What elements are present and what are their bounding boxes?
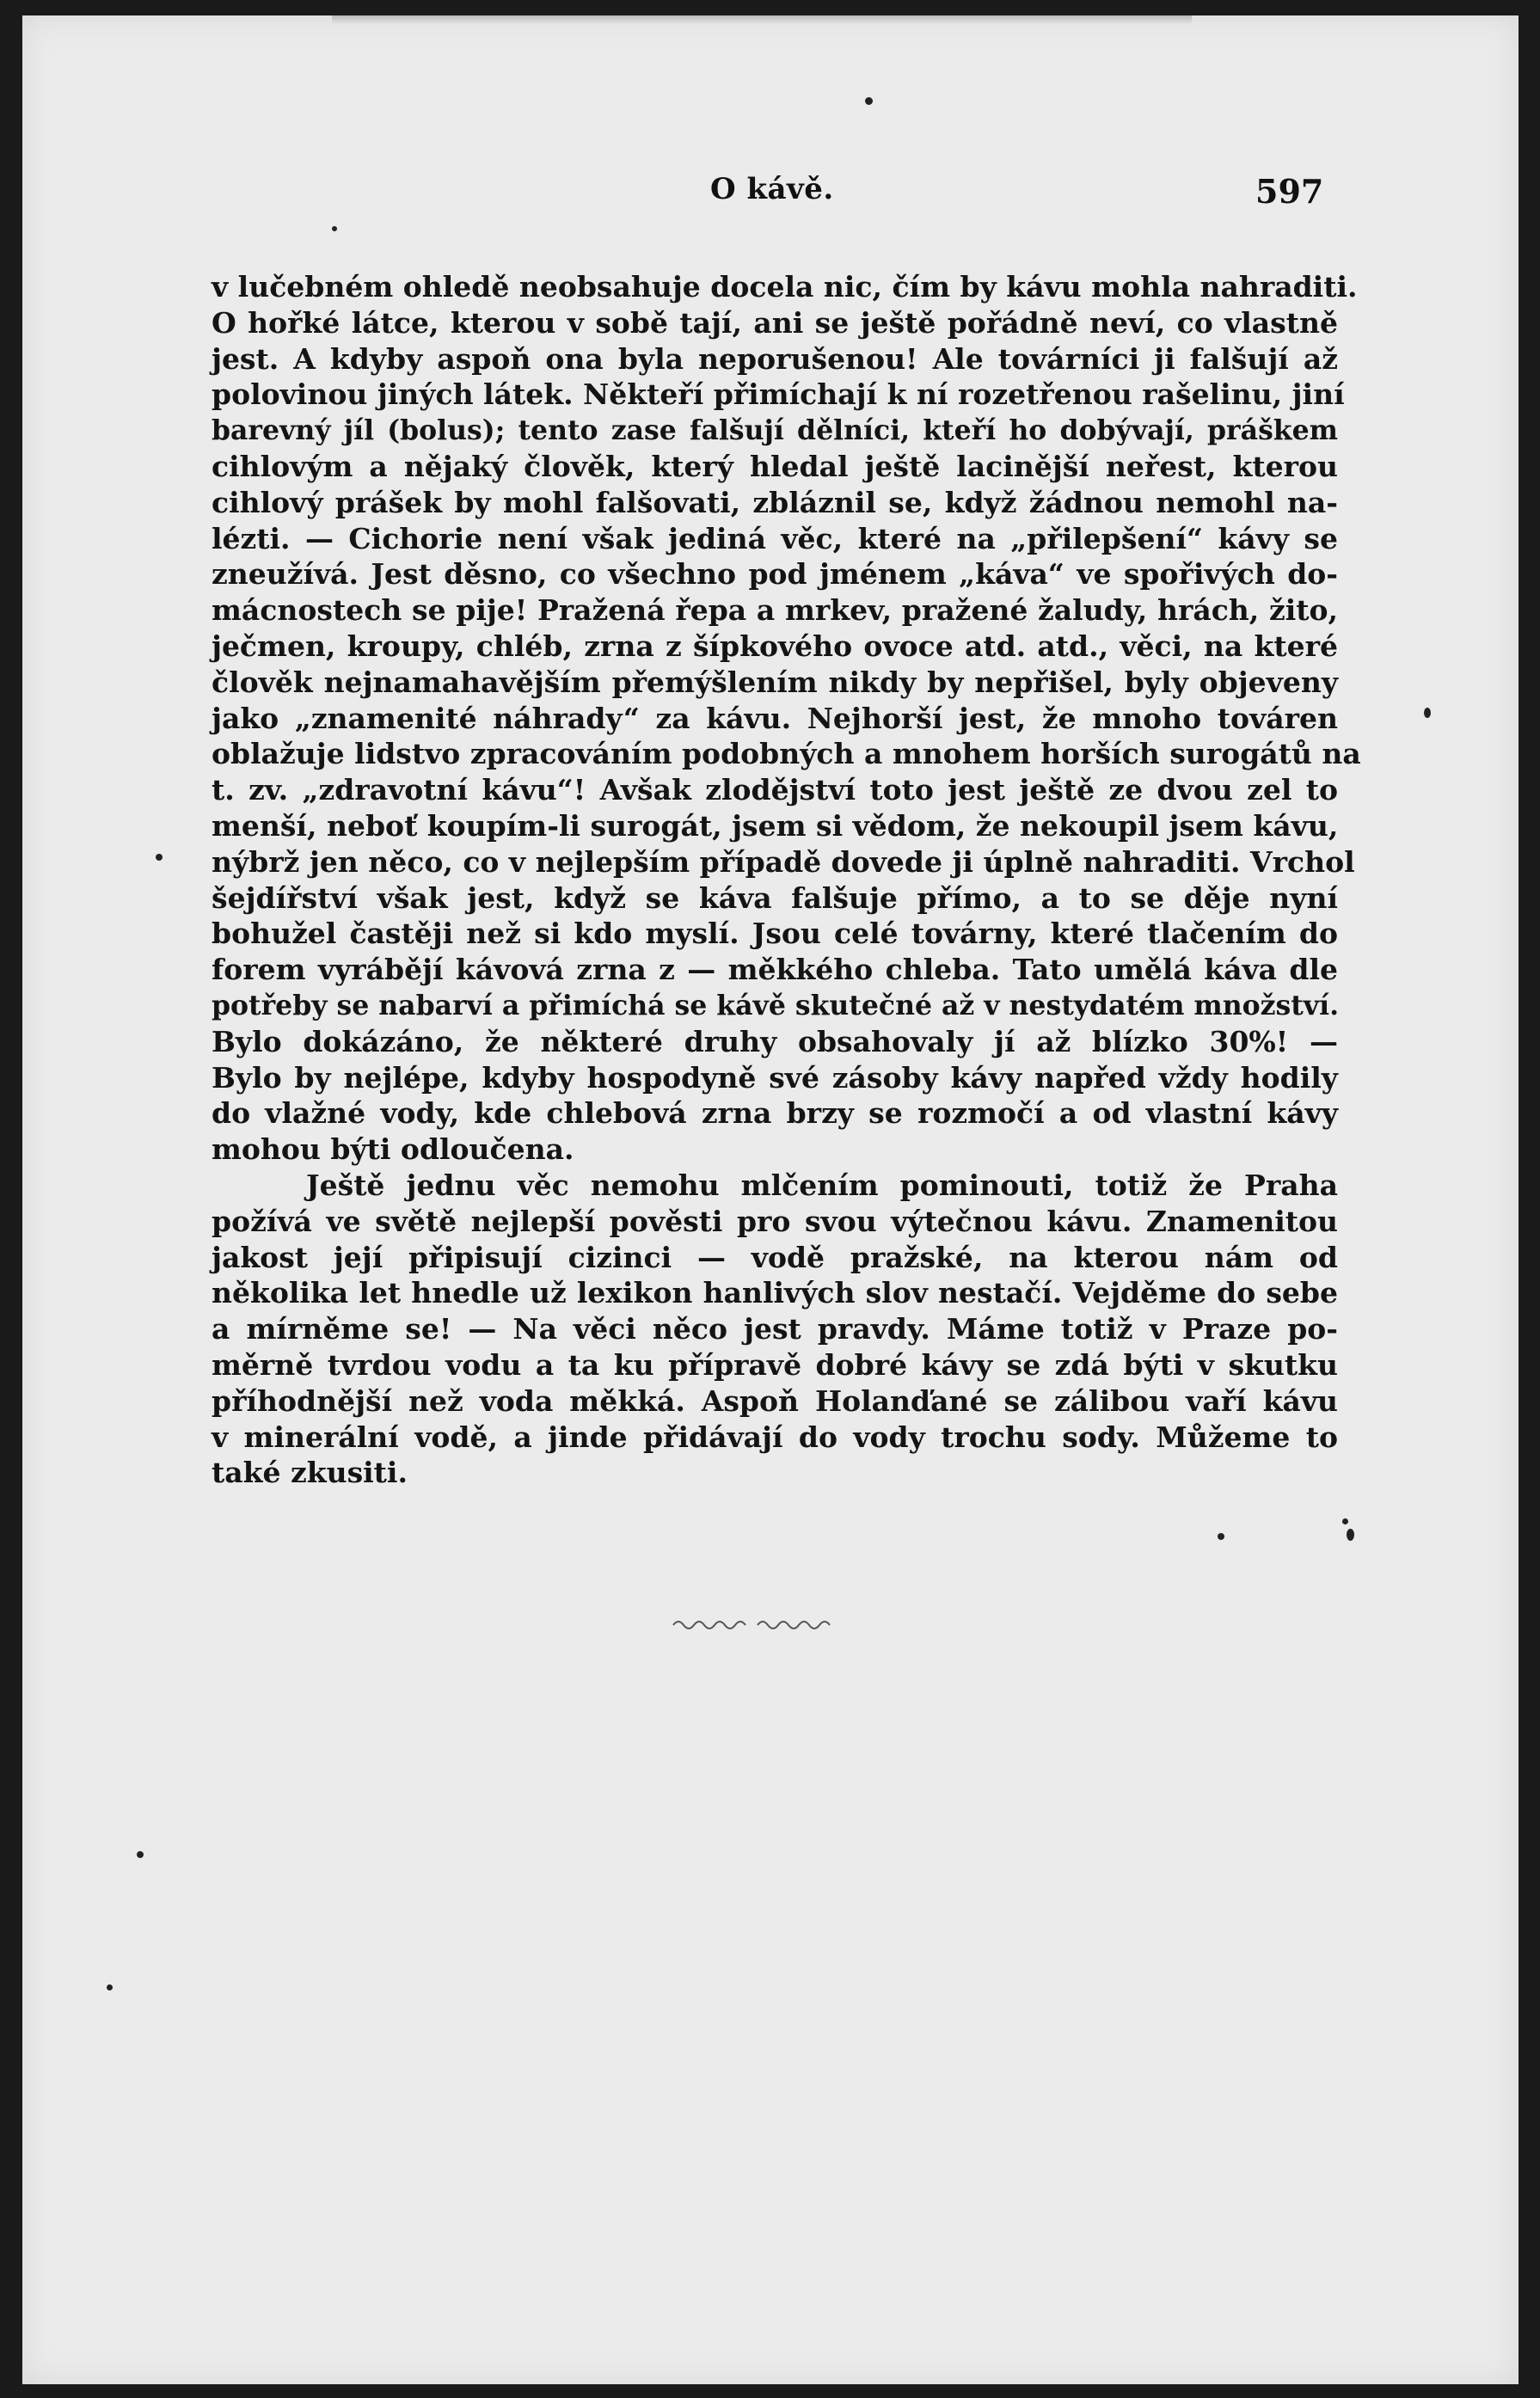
scan-speck bbox=[1342, 1518, 1348, 1524]
book-page bbox=[22, 15, 1519, 2384]
text-line: menší, neboť koupím-li surogát, jsem si vědom, že nekoupil jsem kávu, bbox=[212, 808, 1339, 843]
text-line: člověk nejnamahavějším přemýšlením nikdy by nepřišel, byly objeveny bbox=[212, 665, 1338, 699]
text-line: měrně tvrdou vodu a ta ku přípravě dobré kávy se zdá býti v skutku bbox=[212, 1347, 1338, 1382]
text-line: zneužívá. Jest děsno, co všechno pod jménem „káva“ ve spořivých do- bbox=[212, 557, 1338, 592]
text-line: potřeby se nabarví a přimíchá se kávě skutečné až v nestydatém množství. bbox=[212, 989, 1340, 1021]
text-line: také zkusiti. bbox=[212, 1456, 408, 1490]
text-line: forem vyrábějí kávová zrna z — měkkého chleba. Tato umělá káva dle bbox=[212, 953, 1338, 987]
scan-edge-shadow bbox=[332, 15, 1192, 24]
text-line: cihlovým a nějaký člověk, který hledal ještě lacinější neřest, kterou bbox=[212, 449, 1338, 483]
text-line: požívá ve světě nejlepší pověsti pro svou výtečnou kávu. Znamenitou bbox=[212, 1204, 1338, 1238]
text-line: O hořké látce, kterou v sobě tají, ani se ještě pořádně neví, co vlastně bbox=[212, 305, 1338, 340]
text-line: barevný jíl (bolus); tento zase falšují dělníci, kteří ho dobývají, práškem bbox=[212, 414, 1338, 447]
scan-speck bbox=[107, 1984, 113, 1990]
text-line: lézti. — Cichorie není však jediná věc, které na „přilepšení“ kávy se bbox=[212, 521, 1338, 555]
body-text bbox=[212, 269, 1361, 1491]
scan-speck bbox=[332, 226, 337, 231]
text-line: v minerální vodě, a jinde přidávají do vody trochu sody. Můžeme to bbox=[212, 1420, 1338, 1454]
text-line: cihlový prášek by mohl falšovati, zbláznil se, když žádnou nemohl na- bbox=[212, 485, 1338, 519]
text-line: mohou býti odloučena. bbox=[212, 1132, 574, 1167]
text-line: a mírněme se! — Na věci něco jest pravdy. Máme totiž v Praze po- bbox=[212, 1312, 1338, 1346]
text-line: jako „znamenité náhrady“ za kávu. Nejhorší jest, že mnoho továren bbox=[212, 701, 1338, 735]
scan-speck bbox=[1424, 708, 1431, 718]
text-line: polovinou jiných látek. Někteří přimíchají k ní rozetřenou rašelinu, jiní bbox=[212, 377, 1345, 412]
page-title: O kávě. bbox=[710, 172, 834, 206]
scan-speck bbox=[1347, 1529, 1354, 1541]
scan-speck bbox=[156, 854, 163, 861]
text-line: Bylo by nejlépe, kdyby hospodyně své zásoby kávy napřed vždy hodily bbox=[212, 1060, 1338, 1095]
text-line: oblažuje lidstvo zpracováním podobných a mnohem horších surogátů na bbox=[212, 737, 1361, 771]
scan-speck bbox=[1218, 1533, 1224, 1540]
text-line: bohužel častěji než si kdo myslí. Jsou celé továrny, které tlačením do bbox=[212, 917, 1338, 951]
text-line: jakost její připisují cizinci — vodě pražské, na kterou nám od bbox=[212, 1240, 1338, 1274]
scan-speck bbox=[137, 1851, 144, 1858]
text-line: ječmen, kroupy, chléb, zrna z šípkového ovoce atd. atd., věci, na které bbox=[212, 629, 1338, 663]
text-line: nýbrž jen něco, co v nejlepším případě dovede ji úplně nahraditi. Vrchol bbox=[212, 844, 1355, 879]
text-line: Ještě jednu věc nemohu mlčením pominouti, totiž že Praha bbox=[306, 1168, 1338, 1202]
text-line: šejdířství však jest, když se káva falšuje přímo, a to se děje nyní bbox=[212, 880, 1338, 915]
text-line: do vlažné vody, kde chlebová zrna brzy se rozmočí a od vlastní kávy bbox=[212, 1096, 1338, 1131]
text-line: t. zv. „zdravotní kávu“! Avšak zlodějství toto jest ještě ze dvou zel to bbox=[212, 773, 1338, 807]
text-line: v lučebném ohledě neobsahuje docela nic, čím by kávu mohla nahraditi. bbox=[212, 270, 1358, 304]
text-line: Bylo dokázáno, že některé druhy obsahovaly jí až blízko 30%! — bbox=[212, 1024, 1338, 1058]
page-number: 597 bbox=[1255, 172, 1324, 211]
text-line: příhodnější než voda měkká. Aspoň Holanďané se zálibou vaří kávu bbox=[212, 1383, 1338, 1418]
text-line: několika let hnedle už lexikon hanlivých slov nestačí. Vejděme do sebe bbox=[212, 1276, 1338, 1310]
wavy-ornament bbox=[672, 1615, 852, 1635]
scan-speck bbox=[865, 97, 873, 105]
text-line: jest. A kdyby aspoň ona byla neporušenou! Ale továrníci ji falšují až bbox=[212, 341, 1338, 376]
text-line: mácnostech se pije! Pražená řepa a mrkev, pražené žaludy, hrách, žito, bbox=[212, 593, 1338, 628]
